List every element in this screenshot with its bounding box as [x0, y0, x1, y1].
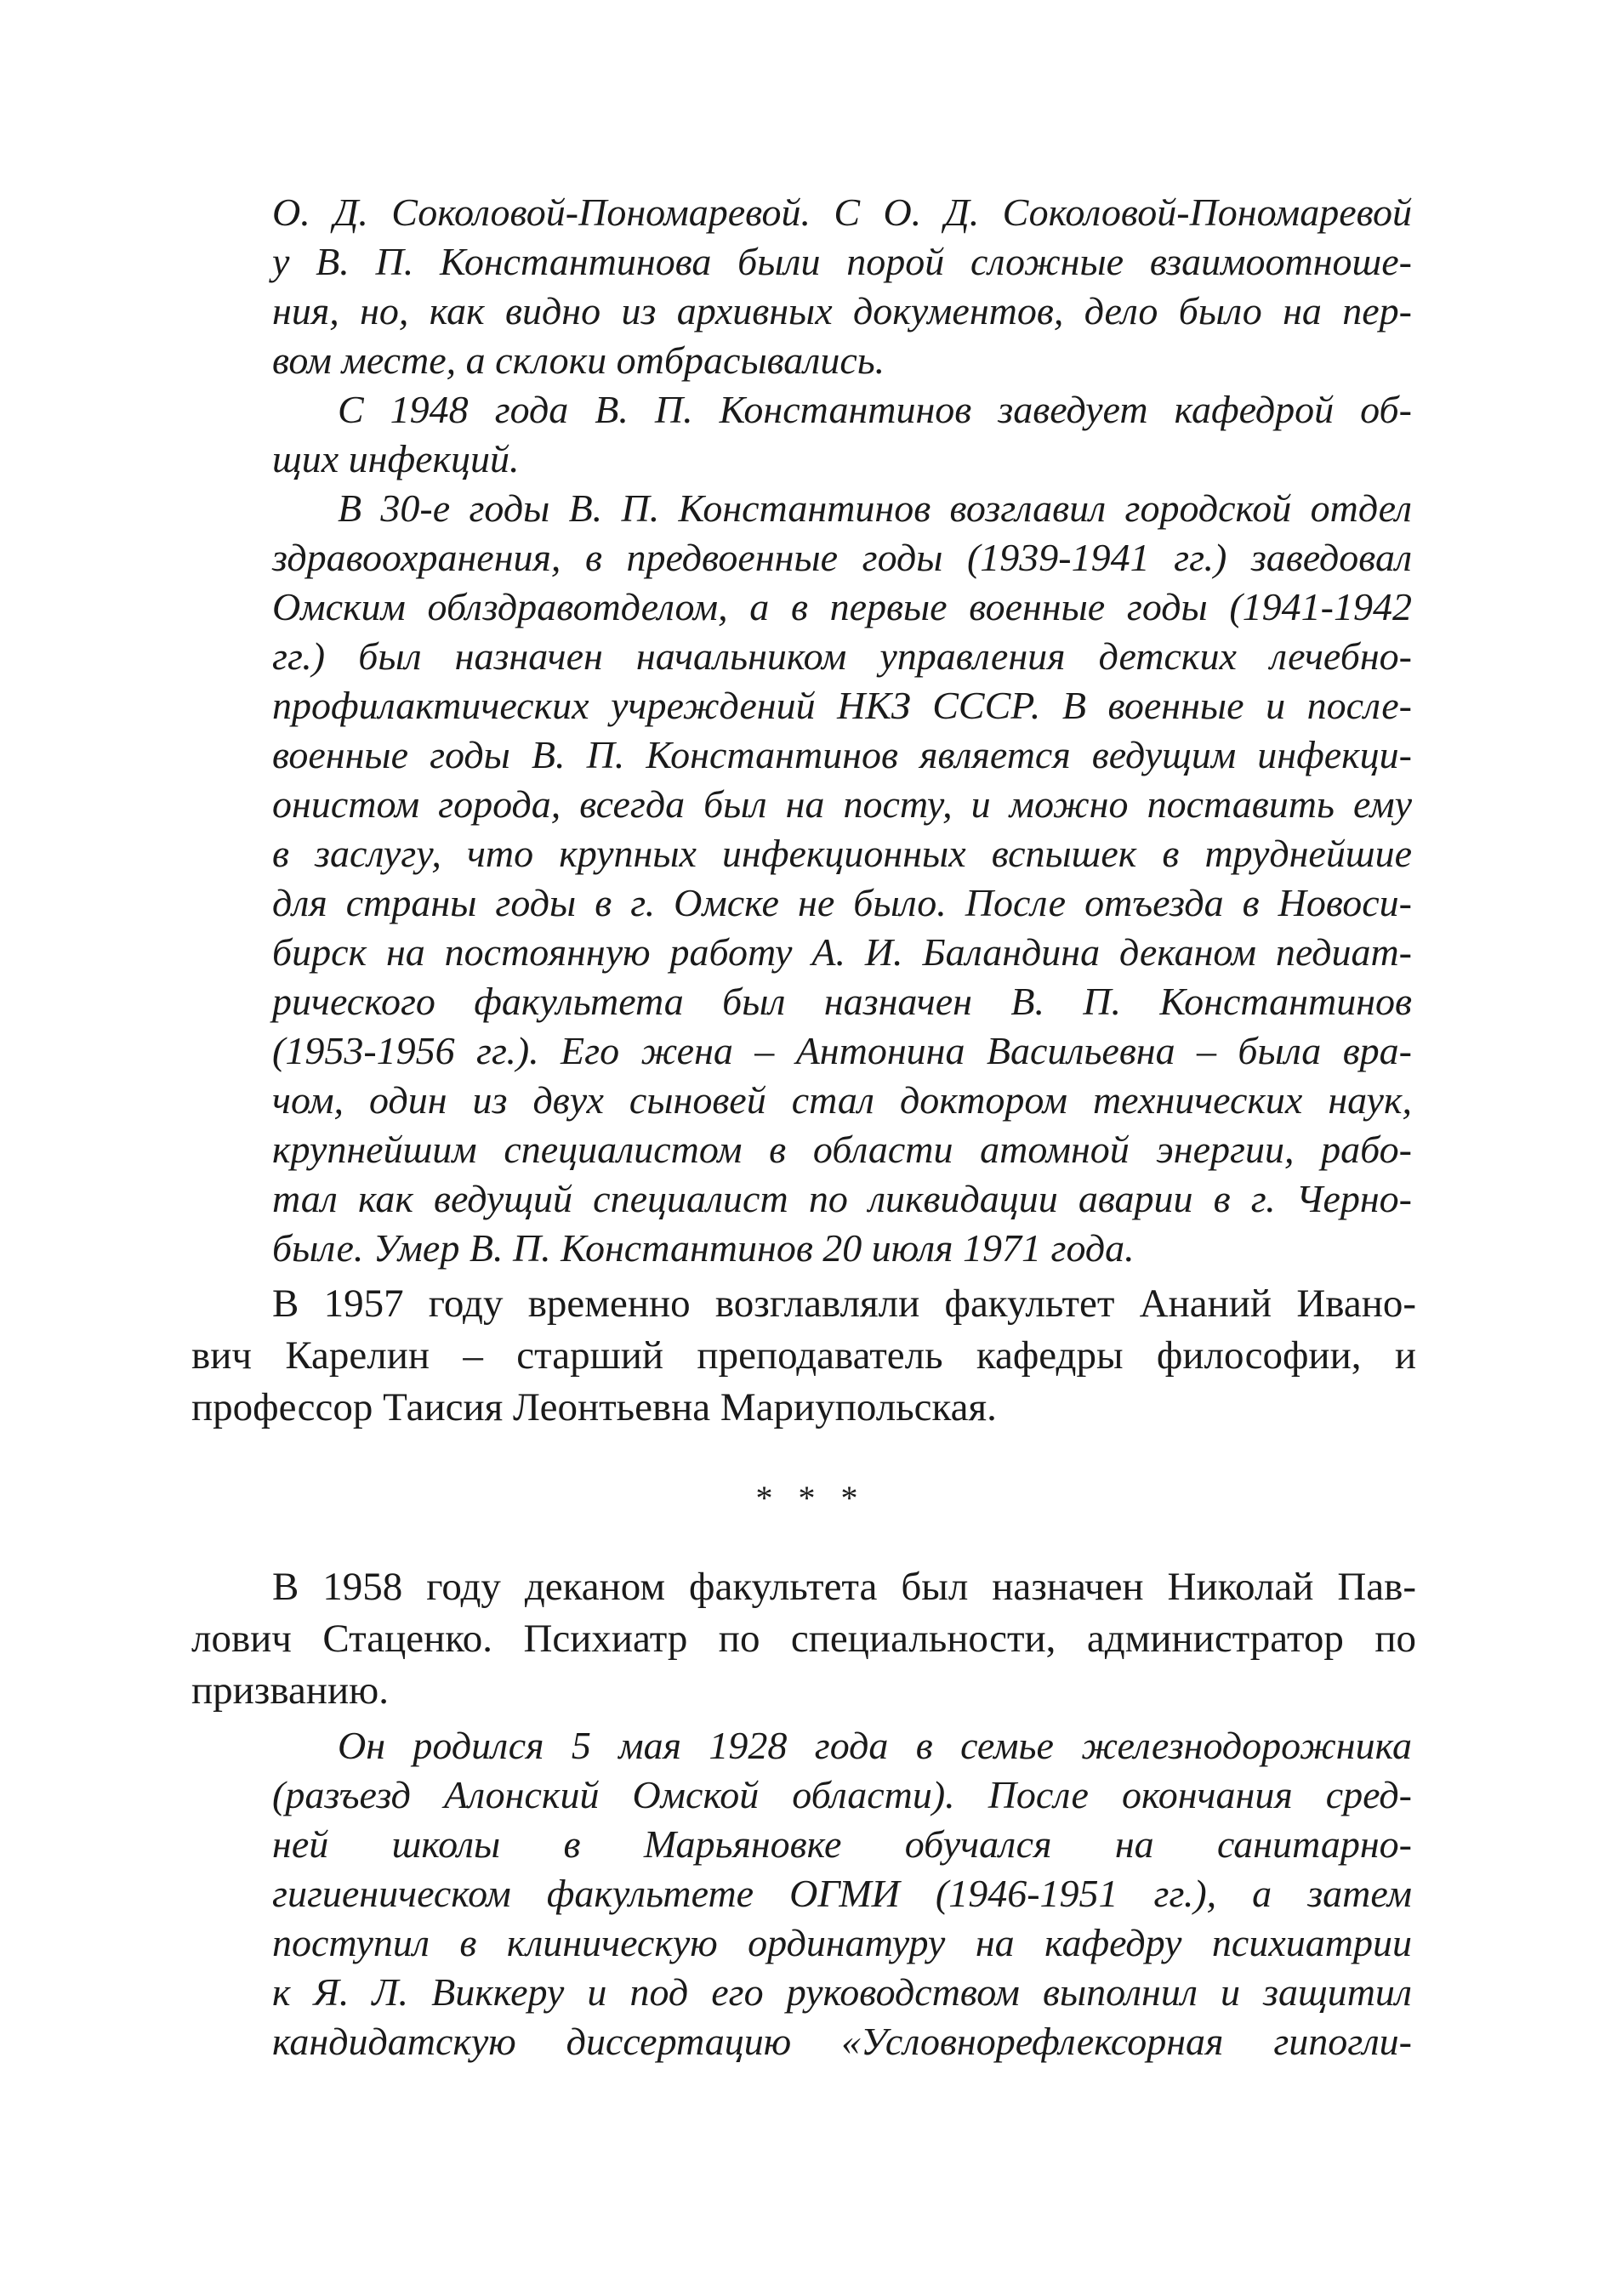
text-line: у В. П. Константинова были порой сложные взаимоотноше- [272, 240, 1412, 283]
text-line: быле. Умер В. П. Константинов 20 июля 1971 года. [272, 1226, 1135, 1270]
text-line: гигиеническом факультете ОГМИ (1946-1951 гг.), а затем [272, 1872, 1412, 1915]
text-line: (1953-1956 гг.). Его жена – Антонина Васильевна – была вра- [272, 1029, 1412, 1072]
text-line: здравоохранения, в предвоенные годы (1939-1941 гг.) заведовал [272, 536, 1412, 579]
text-line: (разъезд Алонский Омской области). После окончания сред- [272, 1773, 1412, 1816]
text-line: бирск на постоянную работу А. И. Баландина деканом педиат- [272, 930, 1412, 974]
text-line: призванию. [191, 1668, 389, 1713]
text-line: ния, но, как видно из архивных документов, дело было на пер- [272, 289, 1412, 332]
text-line: гг.) был назначен начальником управления детских лечебно- [272, 634, 1412, 678]
text-line: к Я. Л. Виккеру и под его руководством выполнил и защитил [272, 1970, 1412, 2014]
text-line: крупнейшим специалистом в области атомной энергии, рабо- [272, 1128, 1412, 1171]
text-line: В 1957 году временно возглавляли факультет Ананий Ивано- [272, 1282, 1416, 1326]
text-line: чом, один из двух сыновей стал доктором технических наук, [272, 1078, 1412, 1122]
text-line: О. Д. Соколовой-Пономаревой. С О. Д. Соколовой-Пономаревой [272, 190, 1412, 234]
text-line: С 1948 года В. П. Константинов заведует кафедрой об- [338, 388, 1412, 431]
section-separator: * * * [755, 1479, 867, 1517]
text-line: профилактических учреждений НКЗ СССР. В военные и после- [272, 684, 1412, 727]
text-line: кандидатскую диссертацию «Условнорефлексорная гипогли- [272, 2020, 1412, 2063]
text-line: лович Стаценко. Психиатр по специальности, администратор по [191, 1617, 1416, 1661]
text-line: вич Карелин – старший преподаватель кафедры философии, и [191, 1333, 1416, 1378]
text-line: Он родился 5 мая 1928 года в семье железнодорожника [338, 1724, 1412, 1767]
text-line: военные годы В. П. Константинов является ведущим инфекци- [272, 733, 1412, 776]
text-line: в заслугу, что крупных инфекционных вспышек в труднейшие [272, 832, 1412, 875]
text-line: В 30-е годы В. П. Константинов возглавил городской отдел [338, 486, 1412, 530]
text-line: онистом города, всегда был на посту, и можно поставить ему [272, 782, 1412, 826]
text-line: щих инфекций. [272, 437, 520, 480]
text-line: вом месте, а склоки отбрасывались. [272, 338, 885, 382]
text-line: Омским облздравотделом, а в первые военные годы (1941-1942 [272, 585, 1412, 628]
text-line: поступил в клиническую ординатуру на кафедру психиатрии [272, 1921, 1412, 1964]
text-line: В 1958 году деканом факультета был назначен Николай Пав- [272, 1565, 1416, 1609]
text-line: рического факультета был назначен В. П. Константинов [272, 980, 1412, 1023]
text-line: профессор Таисия Леонтьевна Мариупольская. [191, 1385, 997, 1429]
text-line: для страны годы в г. Омске не было. После отъезда в Новоси- [272, 881, 1412, 924]
text-line: тал как ведущий специалист по ликвидации аварии в г. Черно- [272, 1177, 1412, 1220]
text-line: ней школы в Марьяновке обучался на санитарно- [272, 1822, 1412, 1866]
